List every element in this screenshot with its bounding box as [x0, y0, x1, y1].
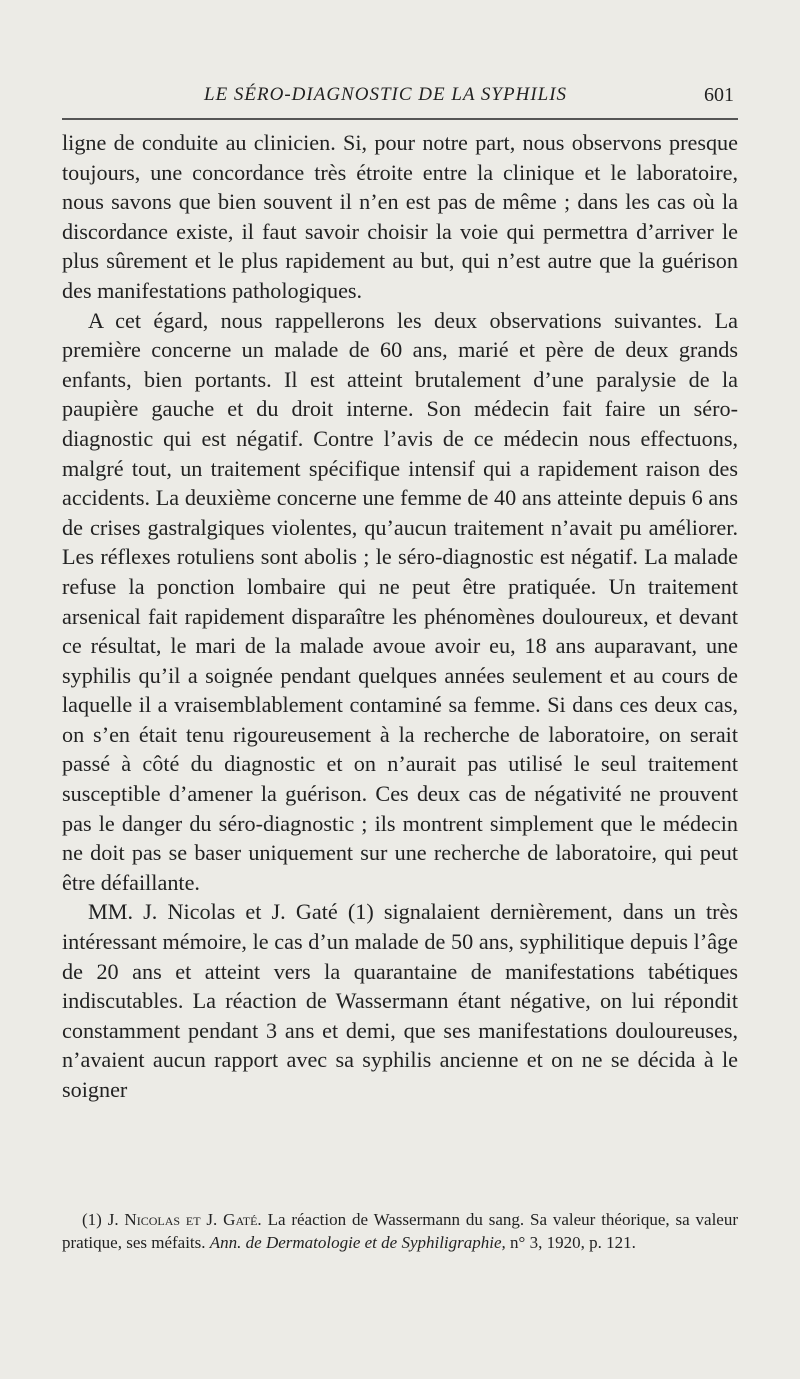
footnote	[62, 1208, 738, 1254]
paragraph-2: A cet égard, nous rappellerons les deux observations suivantes. La première concerne un malade de 60 ans, marié et père de deux grands enfants, bien portants. Il est atteint brutalement d’une paralysie de la paupière gauche et du droit interne. Son médecin fait faire un séro-diagnostic qui est négatif. Contre l’avis de ce médecin nous effectuons, malgré tout, un traitement spécifique intensif qui a rapidement raison des accidents. La deuxième concerne une femme de 40 ans atteinte depuis 6 ans de crises gastralgiques violentes, qu’aucun traitement n’avait pu améliorer. Les réflexes rotuliens sont abolis ; le séro-diagnostic est négatif. La malade refuse la ponction lombaire qui ne peut être pratiquée. Un traitement arsenical fait rapidement disparaître les phénomènes douloureux, et devant ce résultat, le mari de la malade avoue avoir eu, 18 ans auparavant, une syphilis qu’il a soignée pendant quelques années seulement et au cours de laquelle il a vraisemblablement contaminé sa femme. Si dans ces deux cas, on s’en était tenu rigoureusement à la recherche de laboratoire, on serait passé à côté du diagnostic et on n’aurait pas utilisé le seul traitement susceptible d’amener la guérison. Ces deux cas de négativité ne prouvent pas le danger du séro-diagnostic ; ils montrent simplement que le médecin ne doit pas se baser uniquement sur une recherche de laboratoire, qui peut être défaillante.	[62, 307, 738, 895]
footnote-details: n° 3, 1920, p. 121.	[510, 1233, 636, 1252]
body-text	[62, 128, 738, 1105]
running-head	[62, 84, 738, 114]
paragraph-3: MM. J. Nicolas et J. Gaté (1) signalaient dernièrement, dans un très intéressant mémoire, le cas d’un malade de 50 ans, syphilitique depuis l’âge de 20 ans et atteint vers la quarantaine de manifestations tabétiques indiscutables. La réaction de Wassermann étant négative, on lui répondit constamment pendant 3 ans et demi, que ses manifestations douloureuses, n’avaient aucun rapport avec sa syphilis ancienne et on ne se décida à le soigner	[62, 899, 738, 1102]
paragraph-1: ligne de conduite au clinicien. Si, pour notre part, nous observons presque toujours, une concordance très étroite entre la clinique et le laboratoire, nous savons que bien souvent il n’en est pas de même ; dans les cas où la discordance existe, il faut savoir choisir la voie qui permettra d’arriver le plus sûrement et le plus rapidement au but, qui n’est autre que la guérison des manifestations pathologiques.	[62, 130, 738, 303]
footnote-journal: Ann. de Dermatologie et de Syphiligraphie,	[209, 1233, 506, 1252]
footnote-authors: J. Nicolas et J. Gaté.	[107, 1210, 262, 1229]
footnote-marker: (1)	[82, 1210, 102, 1229]
header-rule	[62, 118, 738, 120]
running-title: LE SÉRO-DIAGNOSTIC DE LA SYPHILIS	[204, 84, 568, 105]
footnote-text: La réaction de Wassermann du sang. Sa valeur théorique, sa valeur pratique, ses méfaits.	[62, 1210, 739, 1252]
page-number: 601	[704, 84, 734, 106]
